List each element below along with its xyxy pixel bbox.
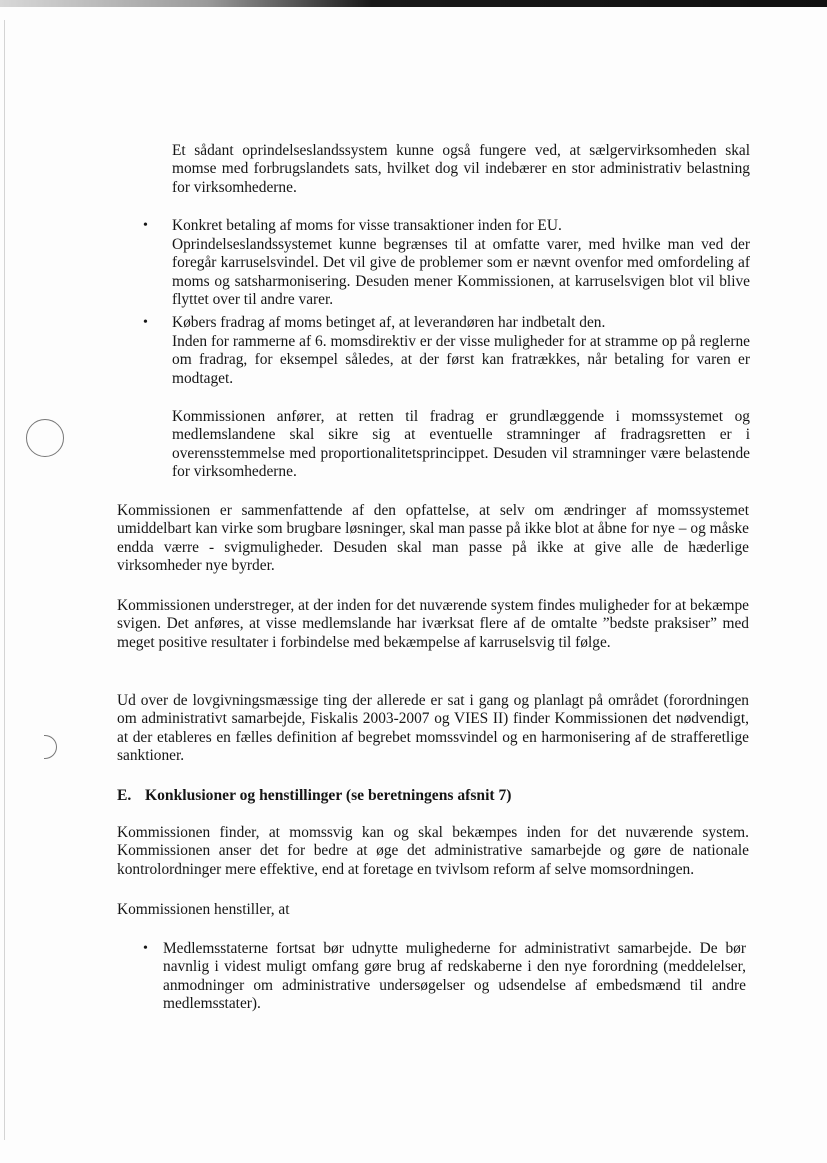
paragraph-deduction-right: Kommissionen anfører, at retten til fradrag er grundlæggende i momssystemet og medlemslandene skal sikre sig at eventuelle stramninger af fradragsretten er i overensstemmelse med proportionalitetsprincippet. Desuden vil stramninger være belastende for virksomhederne. [172, 408, 750, 480]
paragraph-conclusion: Kommissionen finder, at momssvig kan og skal bekæmpes inden for det nuværende system. Kommissionen anser det for bedre at øge det administrative samarbejde og gøre de nationale kontrolordninger mere effektive, end at foretage en tvivlsom reform af selve momsordningen. [117, 824, 749, 878]
paragraph-summary-view: Kommissionen er sammenfattende af den opfattelse, at selv om ændringer af momssystemet umiddelbart kan virke som brugbare løsninger, skal man passe på ikke blot at åbne for nye – og måske endda værre - svigmuligheder. Desuden skal man passe på ikke at give alle de hæderlige virksomheder nye byrder. [117, 502, 749, 574]
punch-hole-upper [26, 419, 64, 457]
scan-top-edge [0, 0, 827, 7]
section-letter: E. [117, 787, 132, 804]
bullet-2-title: Købers fradrag af moms betinget af, at leverandøren har indbetalt den. [172, 314, 606, 331]
punch-hole-lower [44, 735, 57, 759]
bullet-1-text: Oprindelseslandssystemet kunne begrænses til at omfatte varer, med hvilke man ved der foregår karruselsvindel. Det vil give de problemer som er nævnt ovenfor med omfordeling af moms og satsharmonisering. Desuden mener Kommissionen, at karruselsvigen blot vil blive flyttet over til andre varer. [172, 236, 750, 308]
paragraph-legislation: Ud over de lovgivningsmæssige ting der allerede er sat i gang og planlagt på området (forordningen om administrativt samarbejde, Fiskalis 2003-2007 og VIES II) finder Kommissionen det nødvendigt, at der etableres en fælles definition af begrebet momssvindel og en harmonisering af de strafferetlige sanktioner. [117, 692, 749, 764]
bullet-2: • [143, 315, 148, 330]
bullet-1-title: Konkret betaling af moms for visse transaktioner inden for EU. [172, 217, 562, 234]
bullet-3: • [143, 941, 148, 956]
bullet-2-text: Inden for rammerne af 6. momsdirektiv er der visse muligheder for at stramme op på reglerne om fradrag, for eksempel således, at der først kan fratrækkes, når betaling for varen er modtaget. [172, 333, 750, 387]
bullet-3-text: Medlemsstaterne fortsat bør udnytte mulighederne for administrativt samarbejde. De bør navnlig i videst muligt omfang gøre brug af redskaberne i den nye forordning (meddelelser, anmodninger om administrative undersøgelser og udsendelse af embedsmænd til andre medlemsstater). [163, 940, 746, 1012]
section-title: Konklusioner og henstillinger (se beretningens afsnit 7) [145, 787, 512, 804]
paragraph-recommends: Kommissionen henstiller, at [117, 901, 290, 918]
paragraph-origin-system: Et sådant oprindelseslandssystem kunne også fungere ved, at sælgervirksomheden skal momse med forbrugslandets sats, hvilket dog vil indebærer en stor administrativ belastning for virksomhederne. [172, 142, 750, 196]
bullet-1: • [143, 218, 148, 233]
scan-left-edge [4, 20, 5, 1140]
section-heading [117, 787, 512, 805]
paragraph-best-practices: Kommissionen understreger, at der inden for det nuværende system findes muligheder for at bekæmpe svigen. Det anføres, at visse medlemslande har iværksat flere af de omtalte ”bedste praksiser” med meget positive resultater i forbindelse med bekæmpelse af karruselsvig til følge. [117, 597, 749, 651]
